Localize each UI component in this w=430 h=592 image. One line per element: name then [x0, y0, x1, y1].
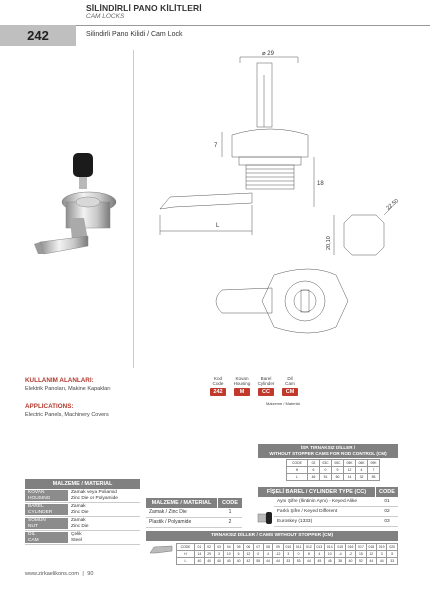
cams-header-cell: 015	[335, 544, 345, 551]
cams-h-cell: -4	[335, 551, 345, 558]
cams-header-cell: 04	[224, 544, 234, 551]
stopper-header-cell: 05C	[332, 460, 344, 467]
cams-h-cell: H	[177, 551, 195, 558]
usage-text-tr: Elektrik Panoları, Makine Kapakları	[25, 386, 111, 392]
cams-h-cell: 12	[243, 551, 253, 558]
stopper-title-tr: İSP. TIRNAKSIZ DİLLER /	[300, 445, 356, 450]
cams-table-title: TIRNAKSIZ DİLLER / CAMS WITHOUT STOPPER (CM)	[146, 531, 398, 541]
cams-header-cell: 03	[214, 544, 224, 551]
column-divider	[133, 50, 134, 368]
stopper-h-cell: 6	[308, 467, 320, 474]
cams-header-cell: 07	[253, 544, 263, 551]
cylinder-row	[274, 517, 398, 527]
material-row	[25, 517, 140, 531]
cylinder-name: Farklı Şifre / Keyed Different	[277, 509, 338, 514]
cams-h-cell: -12	[273, 551, 283, 558]
stopper-header-cell: 02	[308, 460, 320, 467]
stopper-header-cell: 09K	[368, 460, 380, 467]
housing-name: Zamak / Zinc Die	[149, 509, 187, 515]
cams-grid	[176, 543, 398, 565]
housing-name: Plastik / Polyamide	[149, 519, 192, 525]
cams-h-cell: 3	[283, 551, 293, 558]
cams-l-cell: 33	[283, 558, 293, 565]
stopper-l-cell: 51	[320, 474, 332, 481]
cams-l-cell: 44	[263, 558, 273, 565]
cams-h-cell: 12	[366, 551, 376, 558]
material-name-en: Zinc Die or Polyamide	[71, 495, 118, 501]
cams-l-cell: 40	[345, 558, 355, 565]
material-part-en: CAM	[28, 537, 39, 543]
cams-l-cell: 53	[293, 558, 303, 565]
stopper-h-cell: 0	[320, 467, 332, 474]
technical-drawing	[140, 45, 430, 375]
cylinder-row	[274, 497, 398, 507]
cams-h-cell: 14	[194, 551, 204, 558]
material-row	[25, 489, 140, 503]
cams-header-cell: 02	[204, 544, 214, 551]
cylinder-col-type: FİŞELİ BAREL / CYLINDER TYPE (CC)	[258, 487, 375, 497]
cams-h-cell: 4	[314, 551, 324, 558]
catalog-title: SİLİNDİRLİ PANO KİLİTLERİ	[86, 3, 202, 13]
cylinder-code: 02	[384, 509, 390, 514]
cams-l-cell: 45	[314, 558, 324, 565]
cams-h-cell: 15	[356, 551, 366, 558]
cams-l-cell: 40	[204, 558, 214, 565]
stopper-header-cell: 03C	[320, 460, 332, 467]
housing-table	[146, 498, 242, 528]
product-name: Silindirli Pano Kilidi / Cam Lock	[86, 31, 183, 38]
stopper-header-cell: 06K	[356, 460, 368, 467]
label-cylinder-bottom: Cylinder	[257, 381, 275, 386]
material-part-tr: BAREL	[28, 504, 44, 509]
cams-header-cell: 012	[304, 544, 314, 551]
cams-h-cell: 4	[263, 551, 273, 558]
cams-l-cell: 40	[224, 558, 234, 565]
material-part-en: NUT	[28, 523, 38, 529]
label-housing-top: Kovan	[235, 376, 249, 381]
catalog-subtitle: CAM LOCKS	[86, 13, 125, 20]
stopper-cams-table	[258, 444, 398, 481]
stopper-h-cell: H	[287, 467, 308, 474]
cams-header-cell: 013	[314, 544, 324, 551]
housing-row	[146, 508, 242, 518]
cylinder-name: Euroskey (1333)	[277, 519, 313, 524]
product-photo	[22, 150, 132, 270]
cams-h-cell: 10	[224, 551, 234, 558]
cams-l-cell: 52	[356, 558, 366, 565]
housing-row	[146, 518, 242, 528]
cams-h-cell: 3	[214, 551, 224, 558]
label-cam-bottom: Cam	[285, 381, 295, 386]
cams-l-cell: L	[177, 558, 195, 565]
cams-l-cell: 38	[335, 558, 345, 565]
cams-h-cell: 29	[204, 551, 214, 558]
cylinder-code: 03	[384, 519, 390, 524]
stopper-l-cell: 60	[332, 474, 344, 481]
cams-l-cell: 42	[243, 558, 253, 565]
code-value-cam: CM	[282, 388, 298, 396]
material-part-en: CYLINDER	[28, 509, 53, 515]
cams-h-cell: 6	[234, 551, 244, 558]
stopper-title-en: WITHOUT STOPPER CAMS FOR ROD CONTROL (CM)	[269, 451, 387, 456]
cams-l-cell: 40	[194, 558, 204, 565]
cams-h-cell: 0	[293, 551, 303, 558]
dim-2250-label: 22,50	[385, 198, 400, 212]
stopper-l-cell: 46	[308, 474, 320, 481]
cylinder-name: Aynı Şifre (İlintinin Aynı) - Keyed Alike	[277, 499, 358, 504]
housing-code: 2	[228, 519, 232, 525]
cams-l-cell: 44	[273, 558, 283, 565]
material-table-title: MALZEME / MATERIAL	[25, 479, 140, 489]
stopper-grid	[286, 459, 380, 481]
cylinder-code: 01	[384, 499, 390, 504]
cams-without-stopper-table	[146, 531, 398, 565]
housing-code: 1	[228, 509, 232, 515]
cams-header-cell: 010	[283, 544, 293, 551]
stopper-l-cell: 55	[368, 474, 380, 481]
material-name-tr: Zamak	[71, 518, 86, 523]
page-number: 90	[87, 571, 94, 577]
header-divider	[76, 25, 430, 26]
material-name-en: Steel	[71, 537, 82, 543]
dim-l-label: L	[216, 223, 220, 229]
cams-header-cell: 05	[234, 544, 244, 551]
cams-l-cell: 40	[234, 558, 244, 565]
cylinder-icon	[256, 508, 276, 528]
cams-header-cell: 09	[273, 544, 283, 551]
dim-18-label: 18	[317, 181, 324, 187]
stopper-header-cell: CODE	[287, 460, 308, 467]
stopper-h-cell: 9	[332, 467, 344, 474]
material-name-tr: Zamak	[71, 504, 86, 509]
label-code-bottom: Code	[212, 381, 224, 386]
label-code-top: Kod	[213, 376, 223, 381]
material-table	[25, 479, 140, 545]
cams-header-cell: 08	[263, 544, 273, 551]
cams-header-cell: 017	[356, 544, 366, 551]
material-part-tr: KOVAN	[28, 490, 45, 495]
housing-col-material: MALZEME / MATERIAL	[146, 498, 217, 508]
code-value-code: 242	[210, 388, 226, 396]
cams-l-cell: 44	[366, 558, 376, 565]
material-part-en: HOUSING	[28, 495, 51, 501]
cams-header-cell: 019	[377, 544, 387, 551]
cylinder-table	[258, 487, 398, 527]
cylinder-col-code: CODE	[375, 487, 398, 497]
stopper-header-cell: 05K	[344, 460, 356, 467]
stopper-h-cell: 12	[344, 467, 356, 474]
stopper-l-cell: 32	[356, 474, 368, 481]
material-row	[25, 531, 140, 545]
material-name-tr: Çelik	[71, 532, 82, 537]
label-cylinder-top: Barel	[260, 376, 272, 381]
material-name-en: Zinc Die	[71, 523, 89, 529]
housing-col-code: CODE	[217, 498, 242, 508]
material-row	[25, 503, 140, 517]
stopper-h-cell: 4	[356, 467, 368, 474]
cams-header-cell: 020	[387, 544, 398, 551]
product-code-tab: 242	[0, 25, 76, 46]
cams-header-cell: 01	[194, 544, 204, 551]
dim-2010-label: 20,10	[326, 236, 332, 250]
cams-l-cell: 55	[253, 558, 263, 565]
cams-h-cell: 3	[377, 551, 387, 558]
cams-header-cell: 016	[345, 544, 355, 551]
footer-url[interactable]: www.zirkaelikons.com	[25, 571, 79, 577]
cams-l-cell: 45	[325, 558, 335, 565]
stopper-l-cell: 14	[344, 474, 356, 481]
cams-l-cell: 44	[377, 558, 387, 565]
material-note: Malzeme / Material	[266, 401, 300, 406]
cams-header-cell: 06	[243, 544, 253, 551]
cams-h-cell: 5	[387, 551, 398, 558]
cams-l-cell: 33	[387, 558, 398, 565]
material-name-tr: Zamak veya Poliamid	[71, 490, 117, 495]
material-part-tr: DİL	[28, 532, 36, 537]
code-value-housing: M	[234, 388, 250, 396]
cams-l-cell: 40	[214, 558, 224, 565]
usage-heading-tr: KULLANIM ALANLARI:	[25, 377, 94, 384]
cams-header-cell: 014	[325, 544, 335, 551]
cylinder-row	[274, 507, 398, 517]
stopper-h-cell: 7	[368, 467, 380, 474]
cam-icon	[148, 543, 174, 559]
label-housing-bottom: Housing	[233, 381, 251, 386]
cams-header-cell: CODE	[177, 544, 195, 551]
cams-header-cell: 018	[366, 544, 376, 551]
material-name-en: Zinc Die	[71, 509, 89, 515]
dim-diameter-label: ⌀ 29	[262, 51, 274, 57]
cams-h-cell: -2	[345, 551, 355, 558]
code-value-cylinder: CC	[258, 388, 274, 396]
usage-text-en: Electric Panels, Machinery Covers	[25, 412, 109, 418]
material-part-tr: SOMUN	[28, 518, 46, 523]
dim-7-label: 7	[214, 143, 218, 149]
cams-l-cell: 44	[304, 558, 314, 565]
label-cam-top: Dil	[287, 376, 293, 381]
cams-h-cell: 0	[253, 551, 263, 558]
usage-heading-en: APPLICATIONS:	[25, 403, 74, 410]
footer: www.zirkaelikons.com | 90	[25, 571, 94, 577]
cams-h-cell: 10	[325, 551, 335, 558]
cams-h-cell: 8	[304, 551, 314, 558]
stopper-l-cell: L	[287, 474, 308, 481]
order-code-diagram	[208, 376, 308, 406]
cams-header-cell: 011	[293, 544, 303, 551]
